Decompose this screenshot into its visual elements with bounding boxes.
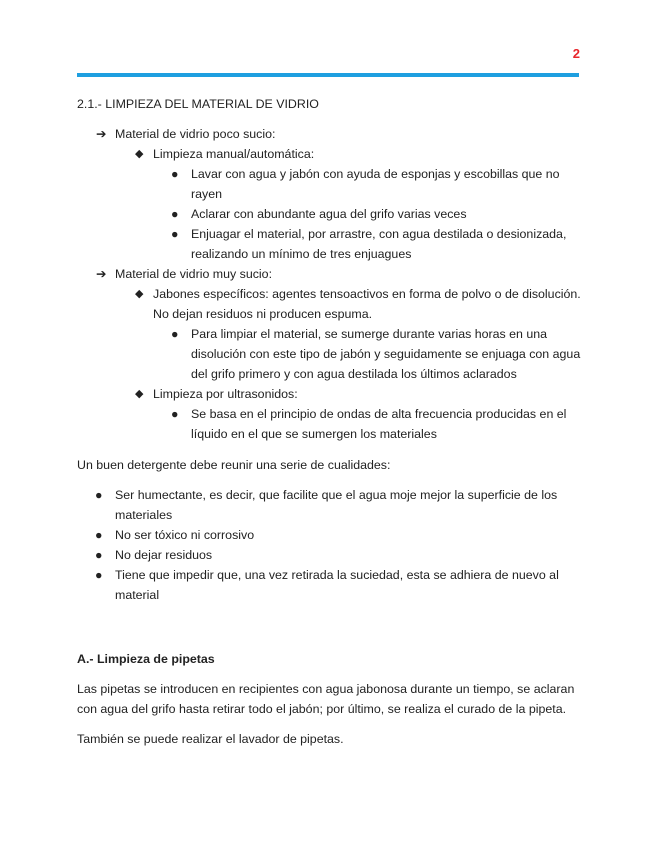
dot-bullet-icon: ● [171, 407, 179, 421]
outline-item-poco-sucio [77, 124, 582, 264]
list-item: ● Para limpiar el material, se sumerge durante varias horas en una disolución con este tipo de jabón y seguidamente se enjuaga con agua del grifo primero y con agua destilada los últimos aclarados [153, 324, 582, 384]
qualities-intro: Un buen detergente debe reunir una serie de cualidades: [77, 458, 391, 472]
diamond-bullet-icon: ◆ [135, 288, 144, 300]
outline-sublabel: Limpieza manual/automática: [153, 147, 315, 161]
outline-label: Material de vidrio muy sucio: [115, 267, 273, 281]
arrow-bullet-icon: ➔ [96, 127, 107, 141]
outline-subitem [115, 384, 582, 444]
body-paragraph: Las pipetas se introducen en recipientes con agua jabonosa durante un tiempo, se aclaran con agua del grifo hasta retirar todo el jabón; por último, se realiza el curado de la pipeta. [77, 682, 575, 716]
dot-bullet-icon: ● [95, 548, 103, 562]
outline-item-muy-sucio [77, 264, 582, 444]
subsection-title: A.- Limpieza de pipetas [77, 652, 215, 666]
list-item: ● Enjuagar el material, por arrastre, con agua destilada o desionizada, realizando un mínimo de tres enjuagues [153, 224, 582, 264]
outline-label: Material de vidrio poco sucio: [115, 127, 276, 141]
outline-subitem [115, 144, 582, 264]
dot-bullet-icon: ● [171, 167, 179, 181]
list-item: ● No dejar residuos [77, 545, 582, 565]
list-item: ● Tiene que impedir que, una vez retirada la suciedad, esta se adhiera de nuevo al material [77, 565, 582, 605]
list-item: ● No ser tóxico ni corrosivo [77, 525, 582, 545]
outline-subitem [115, 284, 582, 384]
header-rule [77, 73, 579, 77]
diamond-bullet-icon: ◆ [135, 148, 144, 160]
dot-bullet-icon: ● [95, 568, 103, 582]
list-item: ● Aclarar con abundante agua del grifo varias veces [153, 204, 582, 224]
dot-bullet-icon: ● [171, 207, 179, 221]
arrow-bullet-icon: ➔ [96, 267, 107, 281]
dot-bullet-icon: ● [171, 327, 179, 341]
dot-bullet-icon: ● [95, 488, 103, 502]
qualities-list [77, 485, 582, 605]
list-item: ● Se basa en el principio de ondas de alta frecuencia producidas en el líquido en el que se sumergen los materiales [153, 404, 582, 444]
body-paragraph: También se puede realizar el lavador de pipetas. [77, 732, 344, 746]
diamond-bullet-icon: ◆ [135, 388, 144, 400]
dot-bullet-icon: ● [171, 227, 179, 241]
dot-bullet-icon: ● [95, 528, 103, 542]
list-item: ● Lavar con agua y jabón con ayuda de esponjas y escobillas que no rayen [153, 164, 582, 204]
outline-sublabel: Limpieza por ultrasonidos: [153, 387, 298, 401]
section-heading: 2.1.- LIMPIEZA DEL MATERIAL DE VIDRIO [77, 97, 319, 111]
page-number: 2 [572, 46, 580, 61]
list-item: ● Ser humectante, es decir, que facilite que el agua moje mejor la superficie de los materiales [77, 485, 582, 525]
document-body [77, 94, 582, 759]
cleaning-outline [77, 124, 582, 444]
outline-sublabel: Jabones específicos: agentes tensoactivos en forma de polvo o de disolución. No dejan residuos ni producen espuma. [153, 287, 581, 321]
